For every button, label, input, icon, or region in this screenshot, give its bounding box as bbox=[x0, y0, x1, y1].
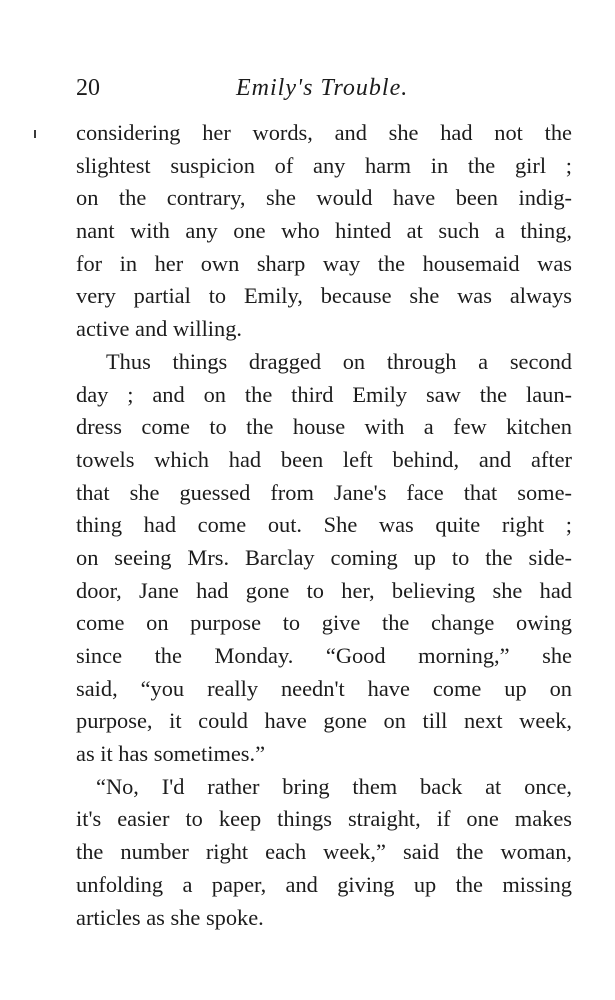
text-line: on seeing Mrs. Barclay coming up to the side- bbox=[76, 544, 572, 570]
page-number: 20 bbox=[76, 75, 100, 101]
text-line: nant with any one who hinted at such a thing, bbox=[76, 218, 572, 244]
text-line: articles as she spoke. bbox=[76, 904, 264, 930]
text-line: on the contrary, she would have been indig- bbox=[76, 185, 572, 211]
text-line: since the Monday. “Good morning,” she bbox=[76, 643, 572, 668]
text-line: come on purpose to give the change owing bbox=[76, 610, 572, 636]
text-line: that she guessed from Jane's face that some- bbox=[76, 479, 572, 505]
margin-mark bbox=[34, 130, 36, 138]
text-line: purpose, it could have gone on till next week, bbox=[76, 708, 572, 734]
text-line: very partial to Emily, because she was always bbox=[76, 283, 572, 309]
text-line: dress come to the house with a few kitchen bbox=[76, 414, 572, 440]
text-line: towels which had been left behind, and after bbox=[76, 446, 572, 472]
text-line: unfolding a paper, and giving up the missing bbox=[76, 871, 572, 897]
body-text bbox=[76, 117, 572, 934]
text-line: Thus things dragged on through a second bbox=[106, 348, 572, 374]
text-line: thing had come out. She was quite right ; bbox=[76, 512, 572, 538]
page-header bbox=[76, 68, 572, 108]
text-line: slightest suspicion of any harm in the girl ; bbox=[76, 152, 572, 178]
text-line: it's easier to keep things straight, if one makes bbox=[76, 806, 572, 832]
text-line: active and willing. bbox=[76, 316, 243, 342]
text-line: door, Jane had gone to her, believing she had bbox=[76, 577, 572, 603]
text-line: for in her own sharp way the housemaid was bbox=[76, 250, 572, 276]
text-line: said, “you really needn't have come up on bbox=[76, 675, 572, 701]
paragraph-2 bbox=[76, 346, 572, 771]
text-line: as it has sometimes.” bbox=[76, 741, 266, 767]
text-line: day ; and on the third Emily saw the laun- bbox=[76, 381, 572, 407]
running-title: Emily's Trouble. bbox=[236, 75, 409, 101]
paragraph-1 bbox=[76, 117, 572, 346]
text-line: considering her words, and she had not the bbox=[76, 120, 572, 145]
paragraph-3 bbox=[76, 771, 572, 934]
text-line: “No, I'd rather bring them back at once, bbox=[96, 773, 572, 799]
text-line: the number right each week,” said the woman, bbox=[76, 839, 572, 865]
